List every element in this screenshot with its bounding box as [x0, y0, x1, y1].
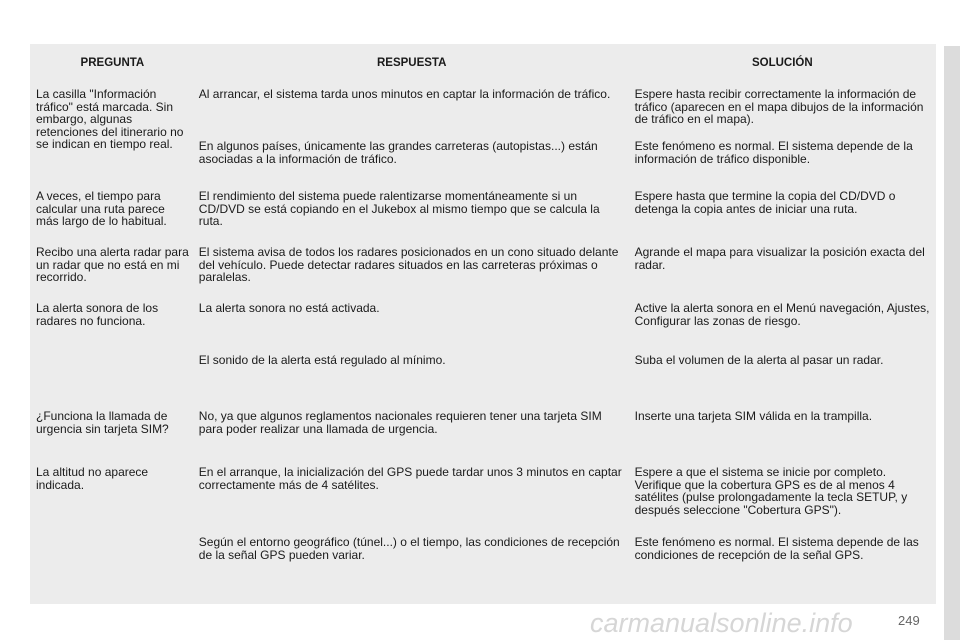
table-row [32, 82, 934, 132]
faq-table-container [30, 44, 936, 604]
table-row [32, 184, 934, 238]
watermark-text: carmanualsonline.info [590, 608, 853, 638]
cell-solucion: Espere a que el sistema se inicie por completo. Verifique que la cobertura GPS es de al menos 4 satélites (pulse prolongadamente la tecla SETUP, y después seleccione "Cobertura GPS"). [631, 460, 934, 528]
cell-pregunta: La altitud no aparece indicada. [32, 460, 193, 584]
cell-solucion: Espere hasta que termine la copia del CD/DVD o detenga la copia antes de iniciar una ruta. [631, 184, 934, 238]
cell-respuesta: La alerta sonora no está activada. [195, 296, 629, 346]
table-row [32, 460, 934, 528]
table-header-row [32, 46, 934, 80]
page-number: 249 [898, 613, 920, 628]
cell-pregunta: La casilla "Información tráfico" está marcada. Sin embargo, algunas retenciones del itinerario no se indican en tiempo real. [32, 82, 193, 182]
page-edge-bar [944, 46, 960, 640]
cell-solucion: Active la alerta sonora en el Menú navegación, Ajustes, Configurar las zonas de riesgo. [631, 296, 934, 346]
table-row [32, 240, 934, 294]
cell-respuesta: En el arranque, la inicialización del GPS puede tardar unos 3 minutos en captar correctamente más de 4 satélites. [195, 460, 629, 528]
header-solucion: SOLUCIÓN [631, 46, 934, 80]
cell-respuesta: Al arrancar, el sistema tarda unos minutos en captar la información de tráfico. [195, 82, 629, 132]
table-row [32, 404, 934, 458]
cell-solucion: Inserte una tarjeta SIM válida en la trampilla. [631, 404, 934, 458]
cell-pregunta: La alerta sonora de los radares no funciona. [32, 296, 193, 402]
cell-respuesta: El sistema avisa de todos los radares posicionados en un cono situado delante del vehículo. Puede detectar radares situados en las carreteras próximas o paralelas. [195, 240, 629, 294]
cell-pregunta: A veces, el tiempo para calcular una ruta parece más largo de lo habitual. [32, 184, 193, 238]
cell-solucion: Agrande el mapa para visualizar la posición exacta del radar. [631, 240, 934, 294]
cell-solucion: Espere hasta recibir correctamente la información de tráfico (aparecen en el mapa dibujos de la información de tráfico en el mapa). [631, 82, 934, 132]
cell-solucion: Suba el volumen de la alerta al pasar un radar. [631, 348, 934, 402]
cell-respuesta: En algunos países, únicamente las grandes carreteras (autopistas...) están asociadas a la información de tráfico. [195, 134, 629, 182]
table-row [32, 296, 934, 346]
header-respuesta: RESPUESTA [195, 46, 629, 80]
faq-table [30, 44, 936, 586]
cell-respuesta: El rendimiento del sistema puede ralentizarse momentáneamente si un CD/DVD se está copiando en el Jukebox al mismo tiempo que se calcula la ruta. [195, 184, 629, 238]
header-pregunta: PREGUNTA [32, 46, 193, 80]
cell-pregunta: ¿Funciona la llamada de urgencia sin tarjeta SIM? [32, 404, 193, 458]
cell-respuesta: Según el entorno geográfico (túnel...) o el tiempo, las condiciones de recepción de la señal GPS pueden variar. [195, 530, 629, 584]
cell-pregunta: Recibo una alerta radar para un radar que no está en mi recorrido. [32, 240, 193, 294]
cell-respuesta: No, ya que algunos reglamentos nacionales requieren tener una tarjeta SIM para poder realizar una llamada de urgencia. [195, 404, 629, 458]
cell-solucion: Este fenómeno es normal. El sistema depende de las condiciones de recepción de la señal GPS. [631, 530, 934, 584]
cell-solucion: Este fenómeno es normal. El sistema depende de la información de tráfico disponible. [631, 134, 934, 182]
cell-respuesta: El sonido de la alerta está regulado al mínimo. [195, 348, 629, 402]
